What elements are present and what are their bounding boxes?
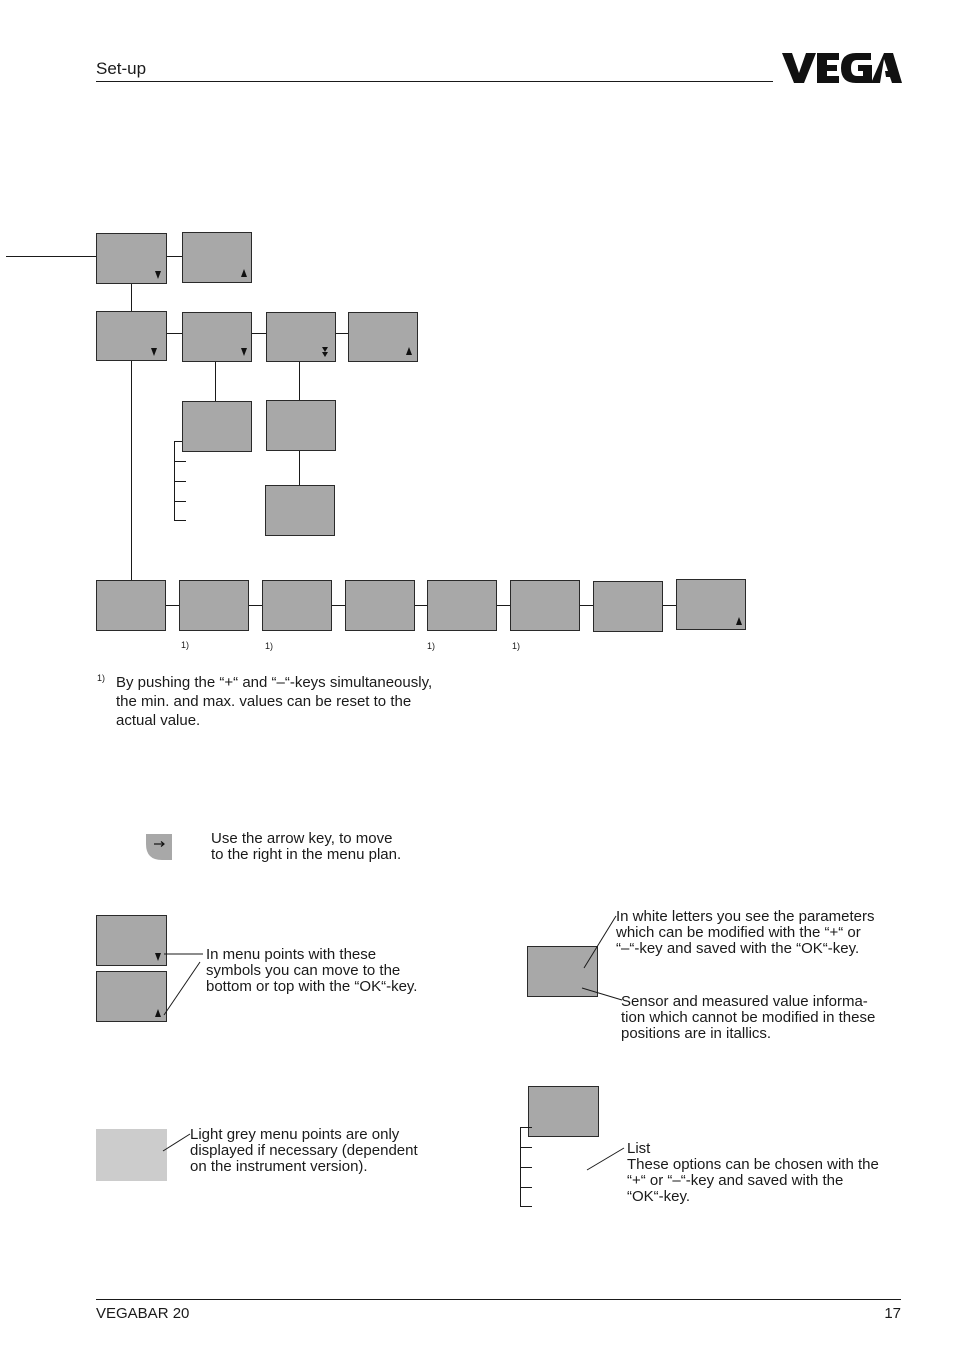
menu-box xyxy=(96,311,167,361)
vega-logo xyxy=(781,50,903,86)
connector xyxy=(252,333,266,334)
menu-box xyxy=(593,581,663,632)
menu-box xyxy=(510,580,580,631)
italics-description: Sensor and measured value informa- tion which cannot be modified in these positions are in itallics. xyxy=(621,993,876,1042)
footer-rule xyxy=(96,1299,901,1300)
connector xyxy=(299,362,300,401)
menu-box xyxy=(262,580,332,631)
footnote-marker: 1) xyxy=(181,640,190,650)
footnote-marker: 1) xyxy=(512,641,521,651)
arrow-right-icon xyxy=(146,834,173,860)
menu-box xyxy=(179,580,249,631)
connector xyxy=(663,605,676,606)
ok-key-description: In menu points with these symbols you can move to the bottom or top with the “OK“-key. xyxy=(206,946,418,995)
footer-product-name: VEGABAR 20 xyxy=(96,1305,190,1322)
arrow-down-icon xyxy=(155,271,161,279)
footnote-text: By pushing the “+“ and “–“-keys simultaneously, the min. and max. values can be reset to the actual value. xyxy=(116,674,433,729)
arrow-down-icon xyxy=(241,348,247,356)
list-tick xyxy=(174,520,186,521)
arrow-up-icon xyxy=(241,269,247,277)
connector xyxy=(332,605,345,606)
page-number: 17 xyxy=(884,1305,901,1322)
menu-box xyxy=(427,580,497,631)
connector xyxy=(131,284,132,311)
menu-box xyxy=(345,580,415,631)
light-grey-description: Light grey menu points are only displayed if necessary (dependent on the instrument version). xyxy=(190,1126,418,1175)
footnote-marker: 1) xyxy=(97,673,106,683)
menu-box xyxy=(676,579,746,630)
header-rule xyxy=(96,81,773,82)
light-grey-menu-box xyxy=(96,1129,167,1181)
arrow-down-icon xyxy=(151,348,157,356)
pointer-line xyxy=(582,1142,628,1174)
connector xyxy=(167,256,182,257)
connector xyxy=(166,605,179,606)
footnote-marker: 1) xyxy=(427,641,436,651)
arrow-key-description: Use the arrow key, to move to the right in the menu plan. xyxy=(211,830,402,863)
list-tick xyxy=(174,481,186,482)
menu-box xyxy=(348,312,418,362)
menu-box xyxy=(182,232,252,283)
connector xyxy=(336,333,348,334)
menu-box xyxy=(96,580,166,631)
connector xyxy=(414,605,427,606)
list-tick xyxy=(520,1167,532,1168)
menu-box xyxy=(96,233,167,284)
connector xyxy=(249,605,262,606)
list-tick xyxy=(520,1206,532,1207)
connector xyxy=(497,605,510,606)
menu-box xyxy=(182,312,252,362)
menu-box-example xyxy=(528,1086,599,1137)
footnote-marker: 1) xyxy=(265,641,274,651)
menu-box xyxy=(266,400,336,451)
page-section-title: Set-up xyxy=(96,59,147,78)
list-tick xyxy=(520,1127,532,1128)
arrow-up-icon xyxy=(406,347,412,355)
list-tick xyxy=(520,1147,532,1148)
list-tick xyxy=(520,1187,532,1188)
white-letters-description: In white letters you see the parameters which can be modified with the “+“ or “–“-key and saved with the “OK“-key. xyxy=(616,908,875,957)
menu-entry-line xyxy=(6,256,97,257)
pointer-lines xyxy=(150,945,210,1025)
connector xyxy=(167,333,182,334)
list-tick xyxy=(174,461,186,462)
menu-box xyxy=(182,401,252,452)
menu-box xyxy=(265,485,335,536)
connector xyxy=(299,451,300,486)
arrow-up-icon xyxy=(736,617,742,625)
connector xyxy=(579,605,593,606)
connector xyxy=(131,361,132,580)
menu-box xyxy=(266,312,336,362)
double-arrow-down-icon xyxy=(322,352,328,357)
connector xyxy=(215,362,216,402)
list-description: List These options can be chosen with the “+“ or “–“-key and saved with the “OK“-key. xyxy=(627,1140,879,1205)
list-tick xyxy=(174,501,186,502)
